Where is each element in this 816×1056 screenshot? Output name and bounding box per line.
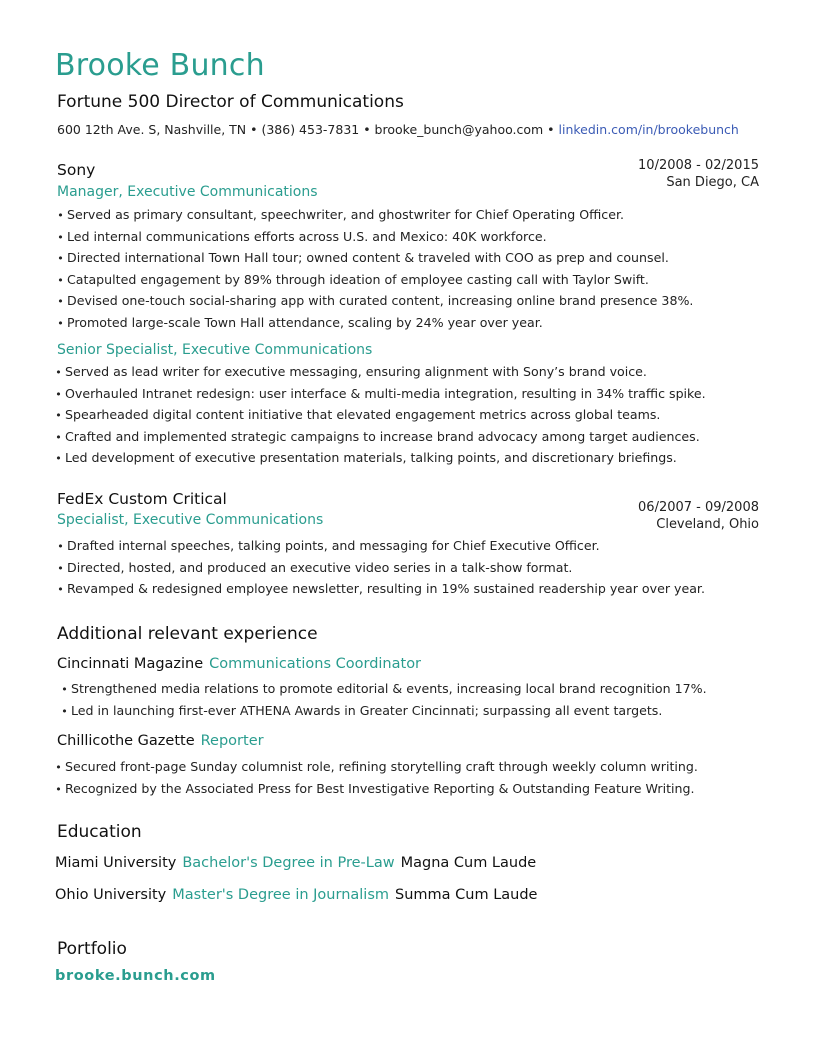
job-title: Manager, Executive Communications	[57, 184, 318, 200]
bullet-item: • Strengthened media relations to promote editorial & events, increasing local brand recognition 17%.	[58, 678, 707, 700]
linkedin-link[interactable]: linkedin.com/in/brookebunch	[558, 122, 739, 137]
bullet-list	[58, 678, 707, 721]
bullet-list	[54, 535, 705, 600]
job-dates: 10/2008 - 02/2015	[638, 158, 759, 173]
bullet-item: • Served as lead writer for executive messaging, ensuring alignment with Sony’s brand voice.	[52, 361, 706, 383]
school-name: Miami University	[55, 855, 177, 871]
education-entry	[55, 855, 536, 871]
honor-label: Magna Cum Laude	[400, 855, 537, 871]
job-title: Specialist, Executive Communications	[57, 512, 324, 528]
contact-line	[57, 122, 739, 137]
job-dates-location	[638, 157, 759, 191]
bullet-list	[52, 756, 698, 799]
bullet-item: • Led internal communications efforts across U.S. and Mexico: 40K workforce.	[54, 226, 693, 248]
bullet-item: • Spearheaded digital content initiative that elevated engagement metrics across global teams.	[52, 404, 706, 426]
bullet-item: • Catapulted engagement by 89% through ideation of employee casting call with Taylor Swift.	[54, 269, 693, 291]
position-title: Communications Coordinator	[209, 656, 422, 672]
portfolio-link[interactable]: brooke.bunch.com	[55, 968, 216, 984]
candidate-headline: Fortune 500 Director of Communications	[57, 92, 404, 112]
company-name: Sony	[57, 161, 96, 179]
additional-entry-header	[57, 656, 421, 672]
bullet-item: • Led in launching first-ever ATHENA Awards in Greater Cincinnati; surpassing all event targets.	[58, 700, 707, 722]
position-title: Reporter	[200, 733, 264, 749]
job-title: Senior Specialist, Executive Communications	[57, 342, 373, 358]
degree-name: Bachelor's Degree in Pre-Law	[182, 855, 395, 871]
job-location: San Diego, CA	[666, 175, 759, 190]
job-dates: 06/2007 - 09/2008	[638, 500, 759, 515]
bullet-item: • Led development of executive presentation materials, talking points, and discretionary briefings.	[52, 447, 706, 469]
contact-details: 600 12th Ave. S, Nashville, TN • (386) 453-7831 • brooke_bunch@yahoo.com •	[57, 122, 559, 137]
bullet-list	[54, 204, 693, 333]
candidate-name: Brooke Bunch	[55, 48, 265, 83]
section-title: Education	[57, 822, 142, 842]
bullet-item: • Recognized by the Associated Press for Best Investigative Reporting & Outstanding Feature Writing.	[52, 778, 698, 800]
bullet-item: • Served as primary consultant, speechwriter, and ghostwriter for Chief Operating Officer.	[54, 204, 693, 226]
section-title: Portfolio	[57, 939, 127, 959]
bullet-item: • Crafted and implemented strategic campaigns to increase brand advocacy among target audiences.	[52, 426, 706, 448]
bullet-item: • Revamped & redesigned employee newsletter, resulting in 19% sustained readership year over year.	[54, 578, 705, 600]
job-dates-location	[638, 499, 759, 533]
organization-name: Cincinnati Magazine	[57, 656, 204, 672]
school-name: Ohio University	[55, 887, 167, 903]
additional-entry-header	[57, 733, 264, 749]
bullet-item: • Drafted internal speeches, talking points, and messaging for Chief Executive Officer.	[54, 535, 705, 557]
honor-label: Summa Cum Laude	[395, 887, 538, 903]
degree-name: Master's Degree in Journalism	[172, 887, 390, 903]
job-location: Cleveland, Ohio	[656, 517, 759, 532]
bullet-item: • Directed, hosted, and produced an executive video series in a talk-show format.	[54, 557, 705, 579]
bullet-item: • Devised one-touch social-sharing app with curated content, increasing online brand presence 38%.	[54, 290, 693, 312]
bullet-item: • Overhauled Intranet redesign: user interface & multi-media integration, resulting in 34% traffic spike.	[52, 383, 706, 405]
section-title: Additional relevant experience	[57, 624, 318, 644]
organization-name: Chillicothe Gazette	[57, 733, 195, 749]
company-name: FedEx Custom Critical	[57, 490, 227, 508]
bullet-list	[52, 361, 706, 469]
bullet-item: • Promoted large-scale Town Hall attendance, scaling by 24% year over year.	[54, 312, 693, 334]
bullet-item: • Directed international Town Hall tour; owned content & traveled with COO as prep and counsel.	[54, 247, 693, 269]
education-entry	[55, 887, 537, 903]
bullet-item: • Secured front-page Sunday columnist role, refining storytelling craft through weekly column writing.	[52, 756, 698, 778]
